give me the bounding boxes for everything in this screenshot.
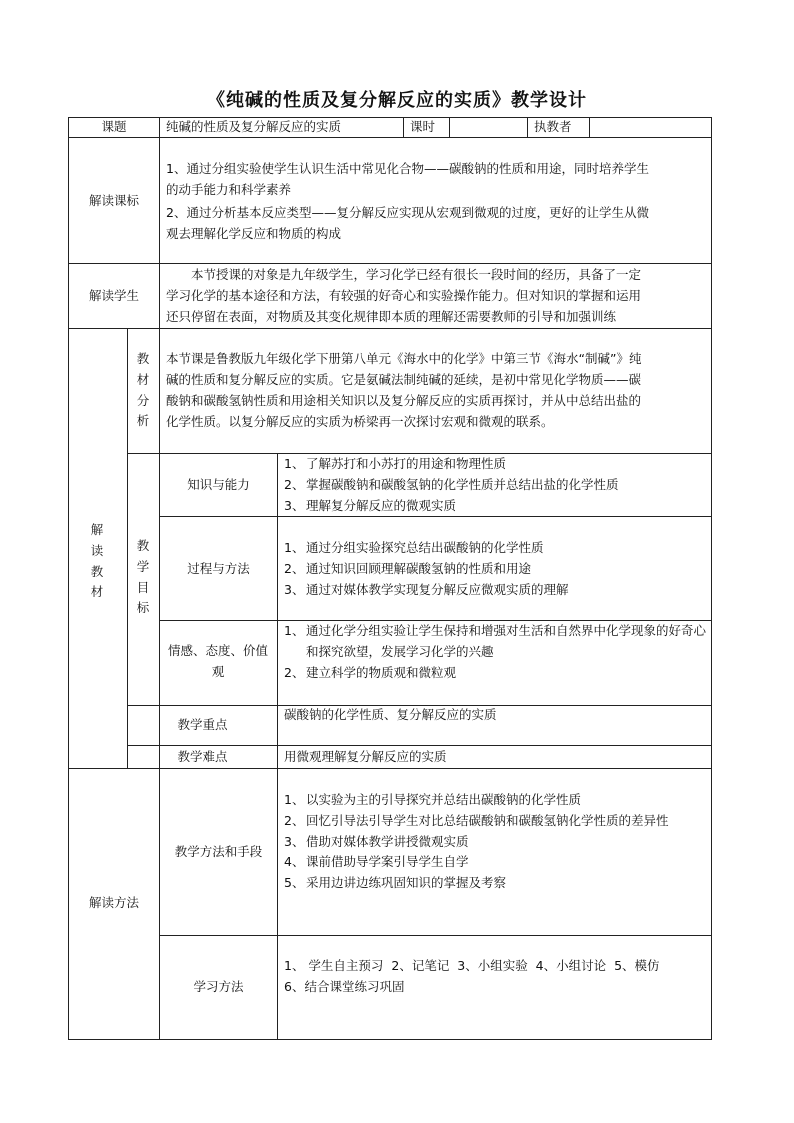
period-label: 课时 [410,119,436,134]
list-item: 2、 回忆引导法引导学生对比总结碳酸钠和碳酸氢钠化学性质的差异性 [284,812,669,828]
students-line: 学习化学的基本途径和方法，有较强的好奇心和实验操作能力。但对知识的掌握和运用 [166,288,642,303]
topic-label: 课题 [101,119,127,134]
difficulty-value: 用微观理解复分解反应的实质 [284,749,447,764]
methods-label: 解读方法 [88,895,139,910]
document-title: 《纯碱的性质及复分解反应的实质》教学设计 [207,90,587,111]
key-value: 碳酸钠的化学性质、复分解反应的实质 [284,707,497,722]
list-item: 1、 了解苏打和小苏打的用途和物理性质 [284,456,507,471]
list-item: 2、 建立科学的物质观和微粒观 [284,664,457,680]
emotion-label: 情感、态度、价值观 [167,643,268,679]
learning-methods-line: 1、 学生自主预习 2、记笔记 3、小组实验 4、小组讨论 5、模仿 [284,958,660,973]
standards-label: 解读课标 [88,193,139,208]
standards-line: 的动手能力和科学素养 [166,182,292,197]
analysis-line: 本节课是鲁教版九年级化学下册第八单元《海水中的化学》中第三节《海水“制碱”》纯 [166,351,642,366]
list-item: 1、 通过分组实验探究总结出碳酸钠的化学性质 [284,540,544,555]
learning-methods-line: 6、结合课堂练习巩固 [284,979,405,994]
list-item: 2、 通过知识回顾理解碳酸氢钠的性质和用途 [284,560,532,576]
goals-label: 教学目标 [136,538,150,616]
standards-line: 1、通过分组实验使学生认识生活中常见化合物——碳酸钠的性质和用途，同时培养学生 [166,161,649,176]
learning-methods-label: 学习方法 [193,979,244,994]
analysis-line: 碱的性质和复分解反应的实质。它是氨碱法制纯碱的延续，是初中常见化学物质——碳 [166,372,642,387]
list-item: 1、 通过化学分组实验让学生保持和增强对生活和自然界中化学现象的好奇心和探究欲望，发展学习化学的兴趣 [284,623,707,659]
students-line: 本节授课的对象是九年级学生，学习化学已经有很长一段时间的经历，具备了一定 [191,267,642,282]
students-line: 还只停留在表面，对物质及其变化规律即本质的理解还需要教师的引导和加强训练 [166,309,617,324]
teacher-label: 执教者 [534,119,572,134]
teaching-methods-label: 教学方法和手段 [174,844,263,859]
process-list [284,538,704,600]
difficulty-label: 教学难点 [177,749,228,764]
standards-line: 观去理解化学反应和物质的构成 [166,226,342,241]
analysis-label: 教材分析 [136,351,150,429]
analysis-line: 化学性质。以复分解反应的实质为桥梁再一次探讨宏观和微观的联系。 [166,414,554,429]
emotion-list [284,621,708,683]
list-item: 3、 通过对媒体教学实现复分解反应微观实质的理解 [284,581,569,597]
knowledge-label: 知识与能力 [187,477,250,492]
teaching-methods-list [284,790,708,894]
list-item: 1、 以实验为主的引导探究并总结出碳酸钠的化学性质 [284,792,582,807]
key-label: 教学重点 [177,717,228,732]
process-label: 过程与方法 [187,561,250,576]
list-item: 5、 采用边讲边练巩固知识的掌握及考察 [284,875,507,891]
students-label: 解读学生 [88,288,139,303]
list-item: 3、 理解复分解反应的微观实质 [284,497,457,513]
knowledge-list [284,454,704,516]
standards-line: 2、通过分析基本反应类型——复分解反应实现从宏观到微观的过度，更好的让学生从微 [166,205,649,220]
list-item: 2、 掌握碳酸钠和碳酸氢钠的化学性质并总结出盐的化学性质 [284,476,619,492]
topic-value: 纯碱的性质及复分解反应的实质 [166,119,342,134]
list-item: 4、 课前借助导学案引导学生自学 [284,854,469,870]
list-item: 3、 借助对媒体教学讲授微观实质 [284,833,469,849]
analysis-line: 酸钠和碳酸氢钠性质和用途相关知识以及复分解反应的实质再探讨，并从中总结出盐的 [166,393,642,408]
textbook-label: 解读教材 [90,522,104,600]
